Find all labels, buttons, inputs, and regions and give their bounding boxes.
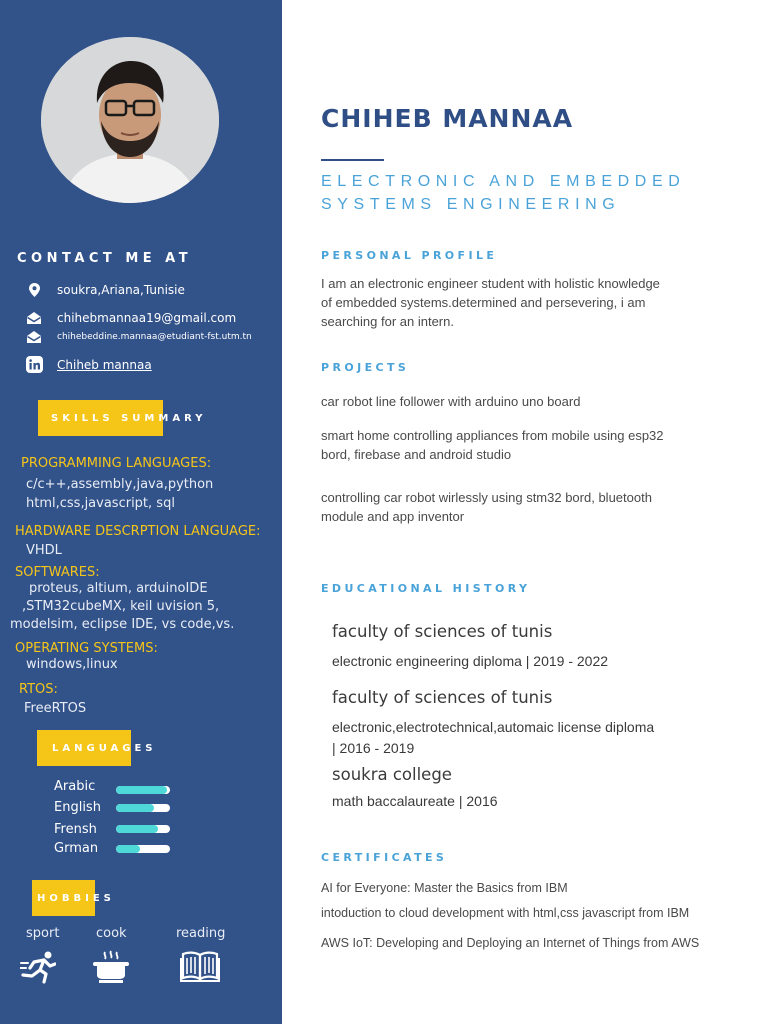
education-detail (332, 717, 654, 759)
profile-line-2: of embedded systems.determined and persevering, i am (321, 295, 646, 310)
project-item: car robot line follower with arduino uno board (321, 394, 581, 409)
language-level-bar (116, 804, 170, 812)
hobbies-badge (32, 880, 115, 916)
certificate-item: AWS IoT: Developing and Deploying an Internet of Things from AWS (321, 936, 700, 950)
software-heading: SOFTWARES: (15, 565, 100, 580)
education-school: faculty of sciences of tunis (332, 622, 553, 641)
education-school: faculty of sciences of tunis (332, 688, 553, 707)
language-level-fill (116, 825, 158, 833)
project-item (321, 426, 664, 464)
hdl-value: VHDL (26, 543, 62, 558)
contact-email-alt[interactable] (24, 331, 252, 343)
language-name: Grman (54, 841, 99, 856)
language-name: Frensh (54, 822, 97, 837)
education-detail: electronic engineering diploma | 2019 - 2022 (332, 653, 609, 669)
projects-heading: PROJECTS (321, 361, 410, 374)
email-text[interactable]: chihebmannaa19@gmail.com (57, 311, 237, 325)
contact-linkedin[interactable] (24, 356, 152, 373)
education-detail-line: | 2016 - 2019 (332, 740, 415, 756)
project-line: smart home controlling appliances from mobile using esp32 (321, 428, 664, 443)
languages-badge-label: LANGUAGES (52, 742, 157, 754)
education-school: soukra college (332, 765, 452, 784)
mail-icon (24, 331, 44, 343)
language-level-bar (116, 825, 170, 833)
personal-profile-heading: PERSONAL PROFILE (321, 249, 498, 262)
languages-badge (37, 730, 157, 766)
skills-badge-label: SKILLS SUMMARY (51, 412, 207, 424)
profile-photo (41, 37, 219, 203)
hobby-label: cook (96, 926, 127, 941)
language-name: Arabic (54, 779, 96, 794)
hobby-label: reading (176, 926, 226, 941)
language-name: English (54, 800, 101, 815)
rtos-value: FreeRTOS (24, 701, 87, 716)
open-book-icon (180, 950, 220, 986)
language-level-fill (116, 786, 167, 794)
programming-line-1: c/c++,assembly,java,python (26, 477, 214, 492)
language-level-bar (116, 786, 170, 794)
education-heading: EDUCATIONAL HISTORY (321, 582, 531, 595)
language-level-fill (116, 804, 154, 812)
os-heading: OPERATING SYSTEMS: (15, 641, 158, 656)
hobbies-badge-label: HOBBIES (37, 892, 115, 904)
hdl-heading: HARDWARE DESCRPTION LANGUAGE: (15, 524, 261, 539)
contact-address (24, 283, 185, 297)
language-level-bar (116, 845, 170, 853)
software-line-1: proteus, altium, arduinoIDE (29, 581, 208, 596)
project-line: controlling car robot wirlessly using stm32 bord, bluetooth (321, 490, 652, 505)
certificates-heading: CERTIFICATES (321, 851, 448, 864)
email-alt-text[interactable]: chihebeddine.mannaa@etudiant-fst.utm.tn (57, 332, 252, 342)
education-detail-line: electronic,electrotechnical,automaic license diploma (332, 719, 655, 735)
hobby-label: sport (26, 926, 60, 941)
job-title-line-1: ELECTRONIC AND EMBEDDED (321, 173, 686, 190)
candidate-name: CHIHEB MANNAA (321, 104, 574, 133)
rtos-heading: RTOS: (19, 682, 58, 697)
education-detail: math baccalaureate | 2016 (332, 793, 498, 809)
name-divider (321, 159, 384, 161)
os-value: windows,linux (26, 657, 118, 672)
project-line: module and app inventor (321, 509, 465, 524)
cooking-pot-icon (91, 950, 131, 988)
mail-icon (24, 312, 44, 324)
address-text: soukra,Ariana,Tunisie (57, 283, 185, 297)
linkedin-icon (24, 356, 44, 373)
personal-profile-text (321, 274, 660, 331)
certificate-item: intoduction to cloud development with html,css javascript from IBM (321, 906, 690, 920)
linkedin-link[interactable]: Chiheb mannaa (57, 357, 152, 372)
project-line: bord, firebase and android studio (321, 447, 512, 462)
running-person-icon (20, 950, 56, 988)
programming-line-2: html,css,javascript, sql (26, 496, 175, 511)
certificate-item: AI for Everyone: Master the Basics from IBM (321, 881, 568, 895)
project-item (321, 488, 652, 526)
programming-heading: PROGRAMMING LANGUAGES: (21, 456, 212, 471)
profile-line-1: I am an electronic engineer student with holistic knowledge (321, 276, 660, 291)
profile-line-3: searching for an intern. (321, 314, 454, 329)
skills-badge (38, 400, 207, 436)
contact-heading: CONTACT ME AT (17, 251, 193, 266)
software-line-3: modelsim, eclipse IDE, vs code,vs. (10, 617, 235, 632)
job-title-line-2: SYSTEMS ENGINEERING (321, 196, 621, 213)
location-pin-icon (24, 283, 44, 297)
language-level-fill (116, 845, 140, 853)
software-line-2: ,STM32cubeMX, keil uvision 5, (22, 599, 220, 614)
contact-email[interactable] (24, 311, 236, 325)
job-title (321, 170, 685, 216)
sidebar (0, 0, 282, 1024)
